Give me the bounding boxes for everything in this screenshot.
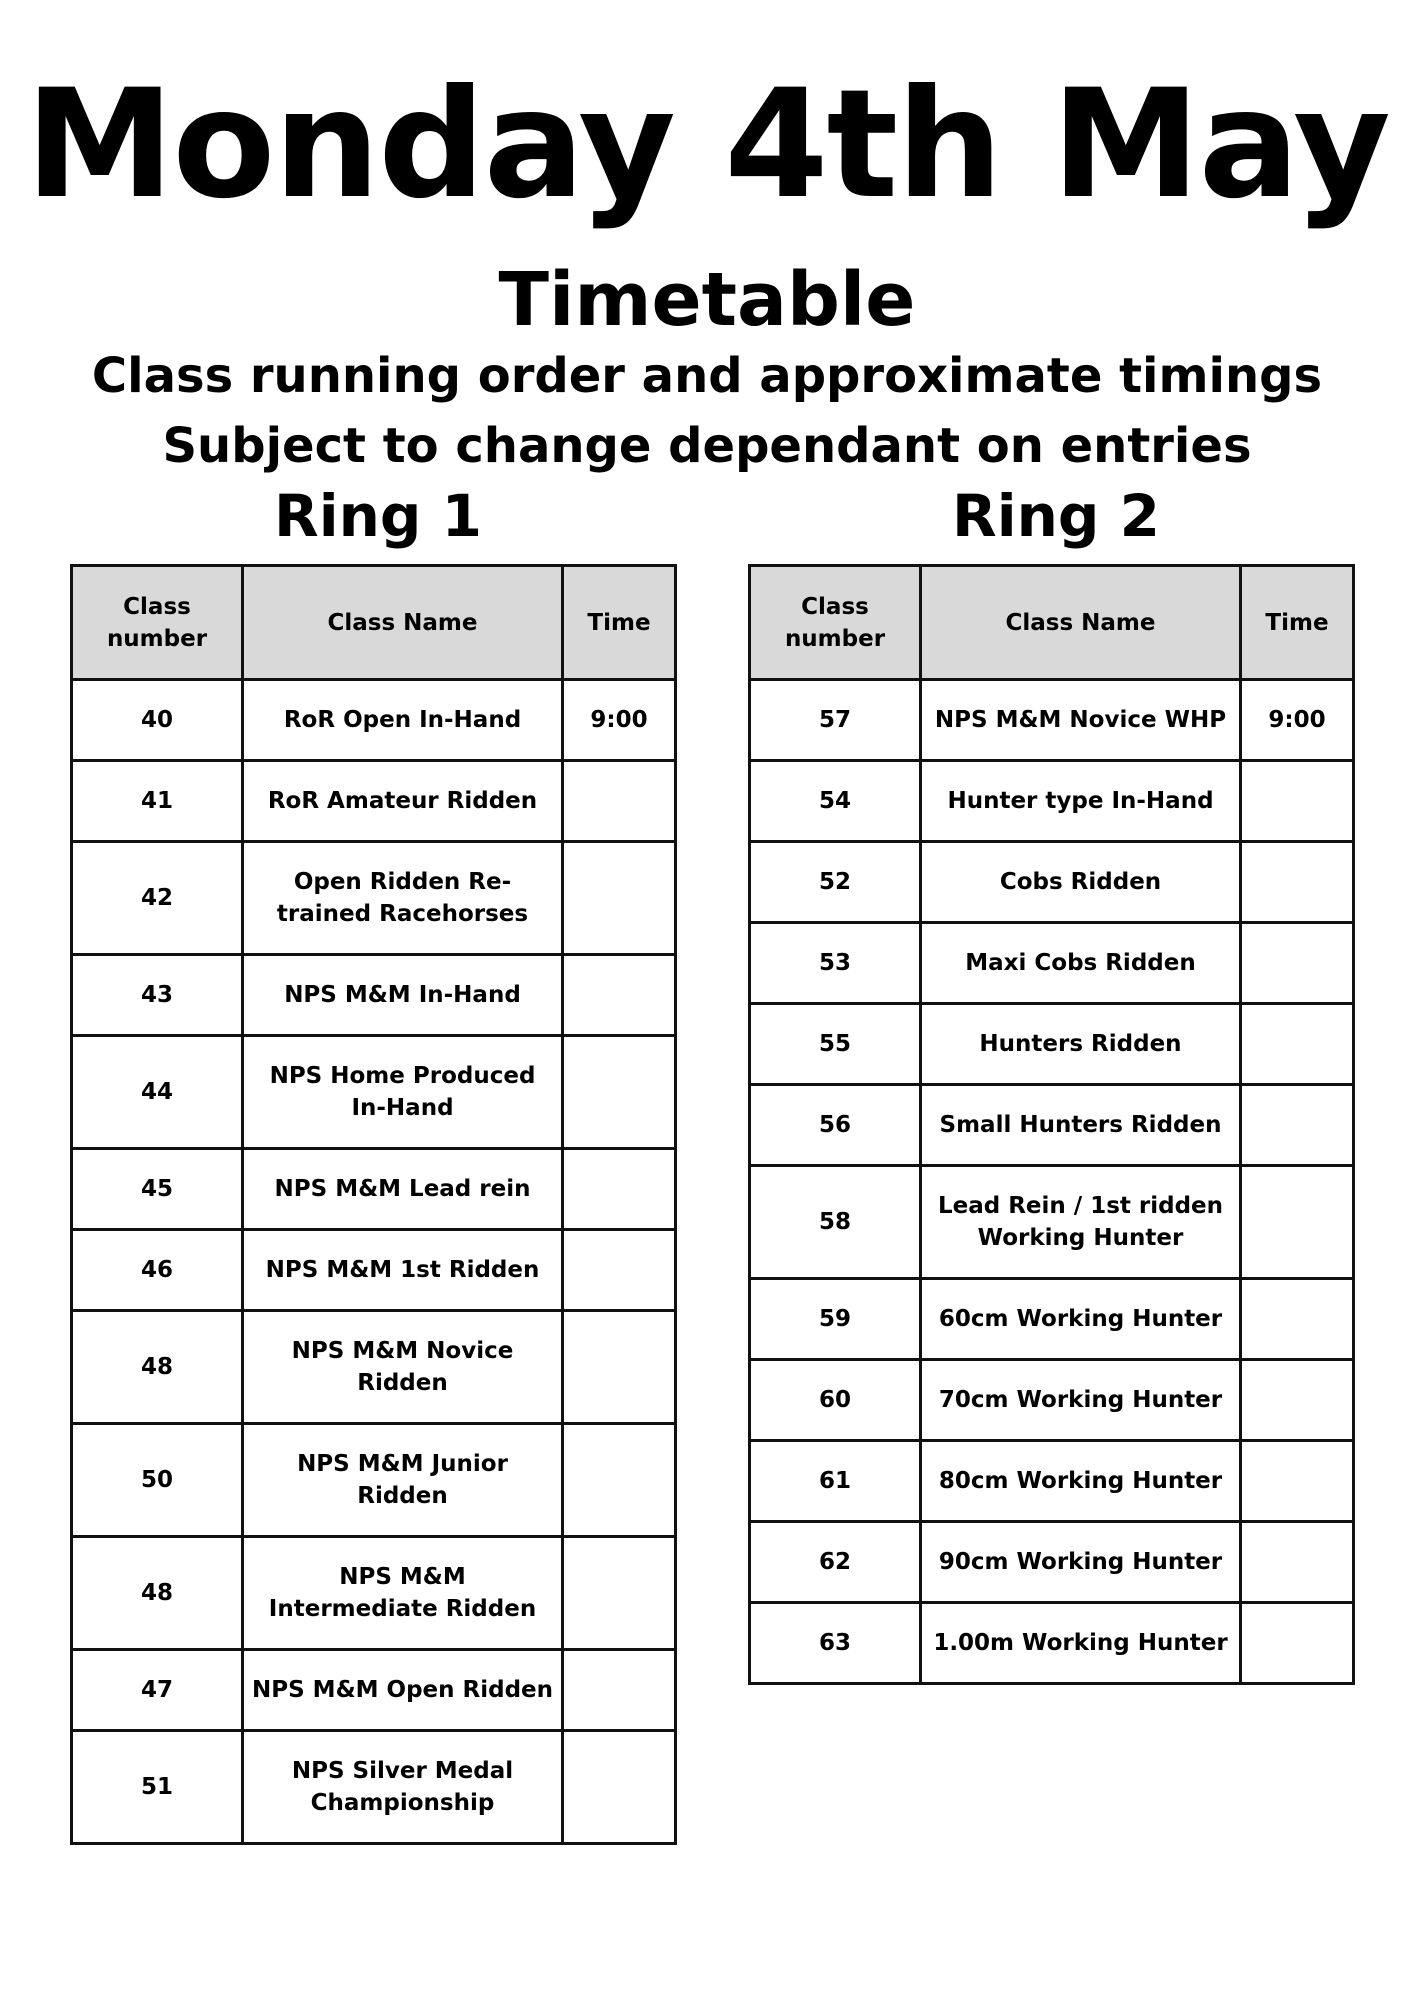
class-time: 9:00 bbox=[563, 680, 676, 761]
page-subtitle: Timetable bbox=[498, 257, 916, 343]
class-name: Open Ridden Re-trained Racehorses bbox=[243, 842, 563, 955]
ring-1-title: Ring 1 bbox=[274, 482, 482, 550]
header-row bbox=[72, 566, 676, 680]
class-number: 46 bbox=[72, 1230, 243, 1311]
class-name: Maxi Cobs Ridden bbox=[921, 923, 1241, 1004]
class-time bbox=[1241, 1085, 1354, 1166]
class-number: 52 bbox=[750, 842, 921, 923]
header-time: Time bbox=[1241, 566, 1354, 680]
class-name: Lead Rein / 1st ridden Working Hunter bbox=[921, 1166, 1241, 1279]
header-row bbox=[750, 566, 1354, 680]
class-name: NPS M&M Open Ridden bbox=[243, 1650, 563, 1731]
class-time bbox=[1241, 1603, 1354, 1684]
class-number: 53 bbox=[750, 923, 921, 1004]
ring-1-table bbox=[70, 564, 677, 1845]
class-name: NPS M&M 1st Ridden bbox=[243, 1230, 563, 1311]
class-time bbox=[1241, 1441, 1354, 1522]
class-name: 80cm Working Hunter bbox=[921, 1441, 1241, 1522]
class-number: 42 bbox=[72, 842, 243, 955]
class-time bbox=[563, 1149, 676, 1230]
class-number: 51 bbox=[72, 1731, 243, 1844]
table-row bbox=[72, 1731, 676, 1844]
class-name: 70cm Working Hunter bbox=[921, 1360, 1241, 1441]
table-row bbox=[750, 1085, 1354, 1166]
class-name: NPS M&M Novice Ridden bbox=[243, 1311, 563, 1424]
class-time bbox=[563, 761, 676, 842]
class-number: 41 bbox=[72, 761, 243, 842]
table-row bbox=[750, 1360, 1354, 1441]
class-number: 50 bbox=[72, 1424, 243, 1537]
header-class-number: Class number bbox=[750, 566, 921, 680]
table-row bbox=[750, 1603, 1354, 1684]
class-name: NPS M&M Junior Ridden bbox=[243, 1424, 563, 1537]
class-number: 56 bbox=[750, 1085, 921, 1166]
class-name: NPS Home Produced In-Hand bbox=[243, 1036, 563, 1149]
header-class-name: Class Name bbox=[921, 566, 1241, 680]
class-name: Hunter type In-Hand bbox=[921, 761, 1241, 842]
class-time bbox=[1241, 761, 1354, 842]
table-row bbox=[72, 1230, 676, 1311]
class-time bbox=[563, 842, 676, 955]
class-number: 59 bbox=[750, 1279, 921, 1360]
table-row bbox=[750, 923, 1354, 1004]
timing-note: Class running order and approximate timings bbox=[91, 348, 1323, 404]
class-number: 40 bbox=[72, 680, 243, 761]
class-number: 58 bbox=[750, 1166, 921, 1279]
class-number: 54 bbox=[750, 761, 921, 842]
class-number: 45 bbox=[72, 1149, 243, 1230]
class-number: 47 bbox=[72, 1650, 243, 1731]
class-time bbox=[563, 1311, 676, 1424]
table-row bbox=[72, 1424, 676, 1537]
class-name: 90cm Working Hunter bbox=[921, 1522, 1241, 1603]
class-name: Hunters Ridden bbox=[921, 1004, 1241, 1085]
class-time bbox=[1241, 842, 1354, 923]
header-class-number: Class number bbox=[72, 566, 243, 680]
class-name: 1.00m Working Hunter bbox=[921, 1603, 1241, 1684]
table-row bbox=[750, 1279, 1354, 1360]
table-row bbox=[750, 680, 1354, 761]
class-time: 9:00 bbox=[1241, 680, 1354, 761]
class-name: RoR Amateur Ridden bbox=[243, 761, 563, 842]
class-number: 61 bbox=[750, 1441, 921, 1522]
table-row bbox=[72, 1036, 676, 1149]
class-time bbox=[563, 1731, 676, 1844]
class-time bbox=[1241, 923, 1354, 1004]
class-name: RoR Open In-Hand bbox=[243, 680, 563, 761]
table-row bbox=[750, 761, 1354, 842]
page-title: Monday 4th May bbox=[25, 58, 1389, 232]
class-name: NPS M&M Lead rein bbox=[243, 1149, 563, 1230]
class-number: 63 bbox=[750, 1603, 921, 1684]
class-time bbox=[563, 1537, 676, 1650]
class-time bbox=[563, 1650, 676, 1731]
class-number: 57 bbox=[750, 680, 921, 761]
table-row bbox=[750, 842, 1354, 923]
table-row bbox=[72, 680, 676, 761]
class-time bbox=[1241, 1360, 1354, 1441]
class-name: Small Hunters Ridden bbox=[921, 1085, 1241, 1166]
header-class-name: Class Name bbox=[243, 566, 563, 680]
table-row bbox=[72, 1311, 676, 1424]
table-row bbox=[72, 955, 676, 1036]
table-row bbox=[72, 761, 676, 842]
class-number: 62 bbox=[750, 1522, 921, 1603]
class-time bbox=[563, 1036, 676, 1149]
class-name: NPS Silver Medal Championship bbox=[243, 1731, 563, 1844]
class-number: 48 bbox=[72, 1537, 243, 1650]
table-row bbox=[750, 1441, 1354, 1522]
class-name: NPS M&M Novice WHP bbox=[921, 680, 1241, 761]
ring-2-title: Ring 2 bbox=[952, 482, 1160, 550]
class-time bbox=[563, 1424, 676, 1537]
class-time bbox=[563, 955, 676, 1036]
ring-2-table bbox=[748, 564, 1355, 1685]
class-name: Cobs Ridden bbox=[921, 842, 1241, 923]
table-row bbox=[72, 1149, 676, 1230]
table-row bbox=[72, 1537, 676, 1650]
class-number: 60 bbox=[750, 1360, 921, 1441]
class-time bbox=[563, 1230, 676, 1311]
class-number: 43 bbox=[72, 955, 243, 1036]
class-time bbox=[1241, 1004, 1354, 1085]
class-name: 60cm Working Hunter bbox=[921, 1279, 1241, 1360]
table-row bbox=[750, 1522, 1354, 1603]
class-time bbox=[1241, 1279, 1354, 1360]
table-row bbox=[72, 1650, 676, 1731]
class-time bbox=[1241, 1166, 1354, 1279]
change-note: Subject to change dependant on entries bbox=[162, 418, 1252, 474]
class-name: NPS M&M In-Hand bbox=[243, 955, 563, 1036]
class-number: 48 bbox=[72, 1311, 243, 1424]
header-time: Time bbox=[563, 566, 676, 680]
class-number: 55 bbox=[750, 1004, 921, 1085]
table-row bbox=[750, 1004, 1354, 1085]
table-row bbox=[72, 842, 676, 955]
class-number: 44 bbox=[72, 1036, 243, 1149]
table-row bbox=[750, 1166, 1354, 1279]
class-name: NPS M&M Intermediate Ridden bbox=[243, 1537, 563, 1650]
class-time bbox=[1241, 1522, 1354, 1603]
